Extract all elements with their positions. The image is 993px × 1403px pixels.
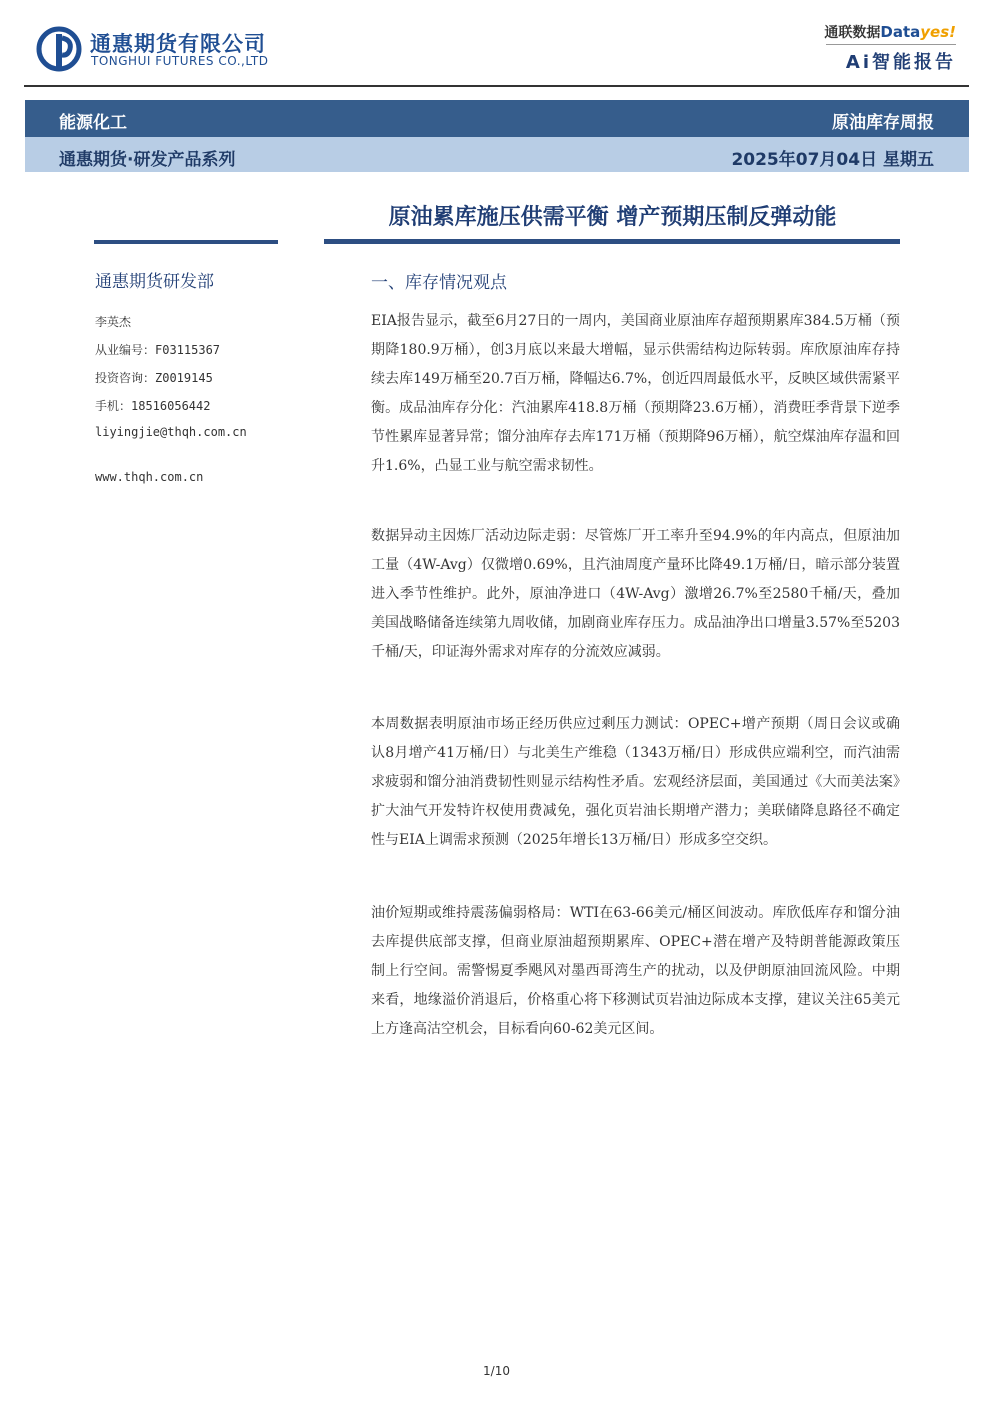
datayes-divider	[826, 44, 956, 45]
title-underline	[324, 239, 900, 244]
datayes-cn-label: 通联数据	[824, 25, 881, 41]
paragraph: 油价短期或维持震荡偏弱格局：WTI在63-66美元/桶区间波动。库欣低库存和馏分油去库提供底部支撑，但商业原油超预期累库、OPEC+潜在增产及特朗普能源政策压制上行空间。需警惕夏季飓风对墨西哥湾生产的扰动，以及伊朗原油回流风险。中期来看，地缘溢价消退后，价格重心将下移测试页岩油边际成本支撑，建议关注65美元上方逢高沽空机会，目标看向60-62美元区间。	[371, 905, 900, 1037]
paragraph: EIA报告显示，截至6月27日的一周内，美国商业原油库存超预期累库384.5万桶（预期降180.9万桶），创3月底以来最大增幅，显示供需结构边际转弱。库欣原油库存持续去库149万桶至20.7百万桶，降幅达6.7%，创近四周最低水平，反映区域供需紧平衡。成品油库存分化：汽油累库418.8万桶（预期降23.6万桶），消费旺季背景下逆季节性累库显著异常；馏分油库存去库171万桶（预期降96万桶），航空煤油库存温和回升1.6%，凸显工业与航空需求韧性。	[371, 313, 900, 474]
company-name-cn: 通惠期货有限公司	[90, 32, 266, 56]
ai-report-label: Ai智能报告	[845, 52, 956, 73]
section-title: 一、库存情况观点	[371, 273, 507, 293]
report-title: 原油累库施压供需平衡 增产预期压制反弹动能	[388, 205, 837, 230]
license-number: 从业编号：F03115367	[95, 343, 221, 357]
report-type-label: 原油库存周报	[832, 113, 934, 133]
website-link[interactable]: www.thqh.com.cn	[95, 470, 204, 484]
sector-label: 能源化工	[59, 113, 127, 133]
datayes-data-label: Data	[880, 23, 921, 41]
consult-number: 投资咨询：Z0019145	[95, 371, 213, 385]
analyst-name: 李英杰	[95, 315, 132, 329]
banner-top-bar	[25, 100, 969, 137]
paragraph: 数据异动主因炼厂活动边际走弱：尽管炼厂开工率升至94.9%的年内高点，但原油加工量（4W-Avg）仅微增0.69%，且汽油周度产量环比降49.1万桶/日，暗示部分装置进入季节性维护。此外，原油净进口（4W-Avg）激增26.7%至2580千桶/天，叠加美国战略储备连续第九周收储，加剧商业库存压力。成品油净出口增量3.57%至5203千桶/天，印证海外需求对库存的分流效应减弱。	[371, 528, 900, 660]
research-dept-label: 通惠期货研发部	[95, 272, 214, 292]
company-name-en: TONGHUI FUTURES CO.,LTD	[91, 54, 269, 68]
sidebar-top-rule	[94, 240, 278, 244]
tonghui-logo-icon	[36, 26, 82, 72]
paragraph: 本周数据表明原油市场正经历供应过剩压力测试：OPEC+增产预期（周日会议或确认8月增产41万桶/日）与北美生产维稳（1343万桶/日）形成供应端利空，而汽油需求疲弱和馏分油消费韧性则显示结构性矛盾。宏观经济层面，美国通过《大而美法案》扩大油气开发特许权使用费减免，强化页岩油长期增产潜力；美联储降息路径不确定性与EIA上调需求预测（2025年增长13万桶/日）形成多空交织。	[371, 716, 900, 848]
datayes-logo	[824, 22, 956, 42]
datayes-yes-label: yes!	[920, 23, 956, 41]
banner-bottom-bar	[25, 137, 969, 172]
header-rule	[24, 85, 969, 87]
series-label: 通惠期货·研发产品系列	[59, 150, 236, 170]
phone-number: 手机：18516056442	[95, 399, 211, 413]
email-link[interactable]: liyingjie@thqh.com.cn	[95, 425, 247, 439]
page-number: 1/10	[483, 1364, 510, 1378]
report-date: 2025年07月04日 星期五	[731, 150, 934, 170]
